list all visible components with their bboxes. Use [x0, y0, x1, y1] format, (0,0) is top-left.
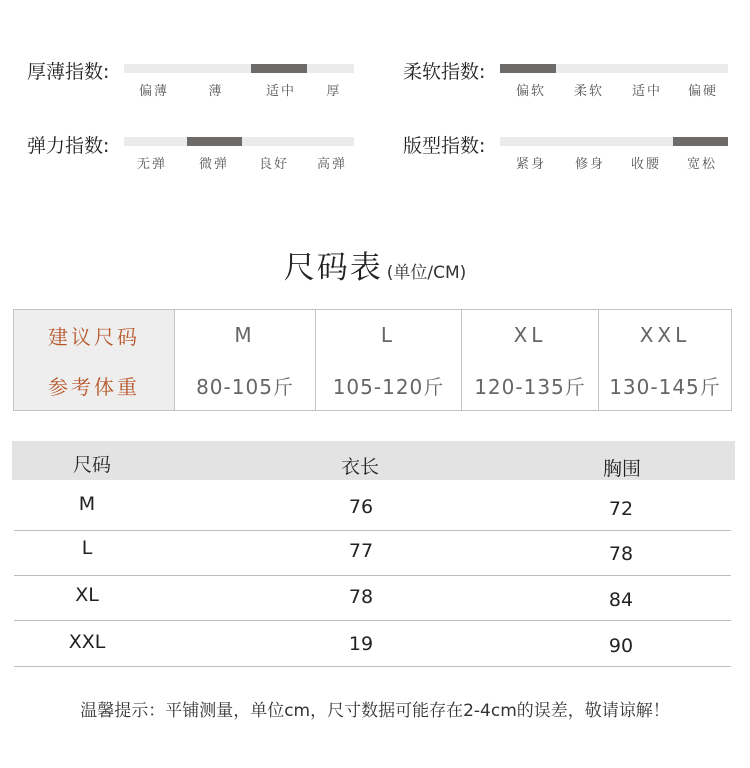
size-chart-unit: (单位/CM)	[386, 263, 467, 283]
recommended-size-label: 建议尺码	[14, 310, 175, 360]
table-cell-length: 77	[348, 540, 374, 562]
elasticity-index-selected-bar	[187, 137, 242, 146]
fit-index-label: 版型指数:	[403, 135, 486, 157]
softness-index-track	[500, 64, 728, 73]
elasticity-option: 高弹	[316, 157, 348, 172]
header-chest: 胸围	[602, 458, 642, 480]
softness-option: 柔软	[573, 84, 605, 99]
softness-index-label: 柔软指数:	[403, 61, 486, 83]
thickness-index-track	[124, 64, 354, 73]
reference-size-cell: L	[316, 310, 462, 360]
size-reference-row	[14, 310, 731, 360]
table-cell-size: XXL	[68, 631, 106, 653]
table-cell-size: XL	[75, 584, 99, 606]
reference-weight-cell: 130-145斤	[609, 374, 721, 399]
softness-index-selected-bar	[500, 64, 556, 73]
table-cell-chest: 84	[608, 589, 634, 611]
fit-index-selected-bar	[673, 137, 728, 146]
softness-option: 适中	[631, 84, 663, 99]
reference-weight-cell: 80-105斤	[175, 360, 316, 410]
elasticity-option: 无弹	[136, 157, 168, 172]
thickness-option: 偏薄	[138, 84, 170, 99]
fit-option: 宽松	[686, 157, 718, 172]
table-cell-size: M	[78, 493, 96, 515]
row-divider	[14, 530, 731, 531]
row-divider	[14, 666, 731, 667]
thickness-option: 薄	[208, 84, 224, 99]
size-chart-title-text: 尺码表	[283, 250, 383, 286]
size-reference-table	[13, 309, 732, 411]
reference-weight-label: 参考体重	[14, 360, 175, 410]
reference-size-cell: XL	[462, 310, 599, 360]
softness-option: 偏软	[515, 84, 547, 99]
row-divider	[14, 575, 731, 576]
thickness-index-label: 厚薄指数:	[27, 61, 110, 83]
table-cell-chest: 90	[608, 635, 634, 657]
size-chart-title	[0, 242, 750, 287]
thickness-option: 厚	[326, 84, 342, 99]
thickness-index-selected-bar	[251, 64, 307, 73]
row-divider	[14, 620, 731, 621]
weight-reference-row	[14, 360, 731, 410]
table-cell-length: 78	[348, 586, 374, 608]
fit-option: 收腰	[630, 157, 662, 172]
elasticity-index-track	[124, 137, 354, 146]
fit-index-track	[500, 137, 728, 146]
table-cell-chest: 78	[608, 543, 634, 565]
table-cell-chest: 72	[608, 498, 634, 520]
header-length: 衣长	[340, 456, 380, 478]
fit-option: 修身	[574, 157, 606, 172]
reference-weight-cell: 120-135斤	[462, 360, 599, 410]
elasticity-option: 微弹	[198, 157, 230, 172]
measurement-note: 温馨提示：平铺测量，单位cm，尺寸数据可能存在2-4cm的误差，敬请谅解！	[80, 701, 670, 721]
thickness-option: 适中	[265, 84, 297, 99]
table-cell-length: 76	[348, 496, 374, 518]
softness-option: 偏硬	[687, 84, 719, 99]
reference-size-cell: M	[175, 310, 316, 360]
reference-weight-cell: 105-120斤	[316, 360, 462, 410]
table-cell-length: 19	[348, 633, 374, 655]
table-cell-size: L	[81, 537, 93, 559]
elasticity-option: 良好	[258, 157, 290, 172]
fit-option: 紧身	[515, 157, 547, 172]
reference-size-cell: XXL	[639, 323, 691, 347]
header-size: 尺码	[72, 454, 112, 476]
elasticity-index-label: 弹力指数:	[27, 135, 110, 157]
